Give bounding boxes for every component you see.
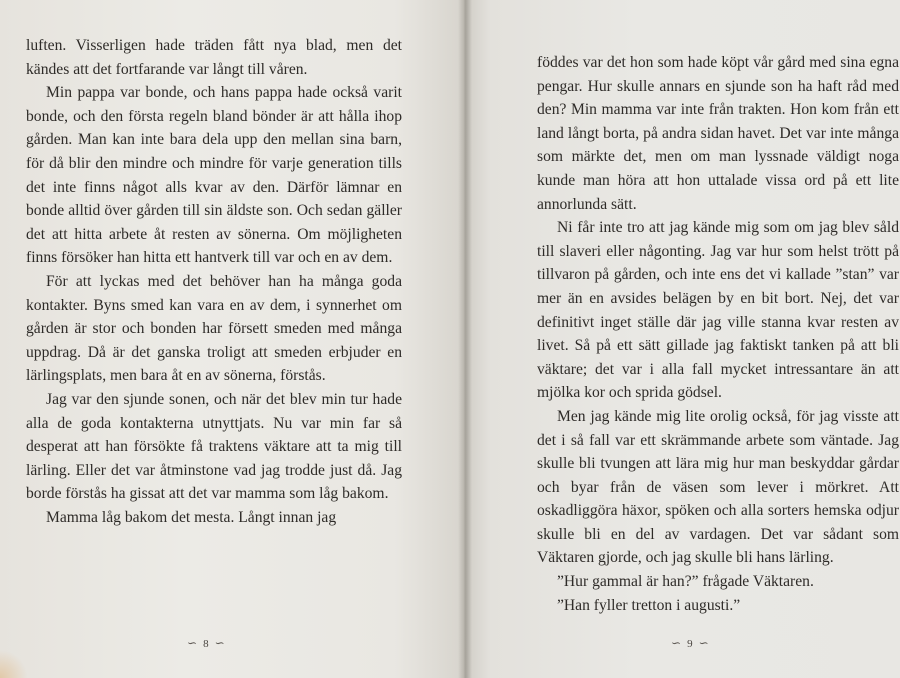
paragraph: föddes var det hon som hade köpt vår gård med sina egna pengar. Hur skulle annars en sjunde son ha haft råd med den? Min mamma var inte från trakten. Hon kom från ett land långt borta, på andra sidan havet. Det var inte många som märkte det, men om man lyssnade väldigt noga kunde man höra att hon uttalade vissa ord på ett lite annorlunda sätt.: [537, 54, 899, 213]
paragraph: Mamma låg bakom det mesta. Långt innan jag: [46, 508, 337, 526]
ornament-left-icon: ∽: [671, 636, 682, 650]
paragraph: ”Han fyller tretton i augusti.”: [557, 596, 741, 614]
paragraph: luften. Visserligen hade träden fått nya blad, men det kändes att det fortfarande var långt till våren.: [26, 37, 402, 78]
paragraph: Men jag kände mig lite orolig också, för jag visste att det i så fall var ett skrämmande arbete som väntade. Jag skulle bli tvungen att lära mig hur man beskyddar gårdar och byar från de väsen som lever i mörkret. Att oskadliggöra häxor, spöken och alla sorters hemska odjur skulle bli en del av vardagen. Det var sådant som Väktaren gjorde, och jag skulle bli hans lärling.: [537, 407, 899, 567]
page-stain: [0, 650, 28, 678]
ornament-left-icon: ∽: [187, 636, 198, 650]
paragraph: Jag var den sjunde sonen, och när det blev min tur hade alla de goda kontakterna utnyttjats. Nu var min far så desperat att han försökte få traktens väktare att ta mig till lärling. Eller det var åtminstone vad jag trodde just då. Jag borde förstås ha gissat att det var mamma som låg bakom.: [26, 390, 402, 503]
ornament-right-icon: ∽: [698, 636, 709, 650]
paragraph: Min pappa var bonde, och hans pappa hade också varit bonde, och den första regeln bland bönder är att hålla ihop gården. Man kan inte bara dela upp den mellan sina barn, för då blir den mindre och mindre för varje generation tills det inte finns något alls kvar av den. Därför lämnar en bonde alltid över gården till sin äldste son. Och sedan gäller det att hitta arbete åt resten av sönerna. Om möjligheten finns försöker han hitta ett hantverk till var och en av dem.: [26, 84, 402, 267]
paragraph: För att lyckas med det behöver han ha många goda kontakter. Byns smed kan vara en av dem, i synnerhet om gården är stor och bonden har försett smeden med många uppdrag. Då är det ganska troligt att smeden erbjuder en lärlingsplats, men bara åt en av sönerna, förstås.: [26, 272, 402, 385]
right-page: [464, 0, 900, 678]
paragraph: Ni får inte tro att jag kände mig som om jag blev såld till slaveri eller någonting. Jag var hur som helst trött på tillvaron på gården, och inte ens det vi kallade ”stan” var mer än en avsides belägen by en bit bort. Nej, det var definitivt inget ställe där jag ville stanna kvar resten av livet. Så på ett sätt gillade jag faktiskt tanken på att bli väktare; det var i alla fall mycket intressantare än att mjölka kor och sprida gödsel.: [537, 219, 899, 402]
page-number: [187, 636, 225, 651]
left-page-text: [26, 34, 402, 529]
book-gutter: [458, 0, 472, 678]
ornament-right-icon: ∽: [214, 636, 225, 650]
page-number: [671, 636, 709, 651]
right-page-text: [537, 51, 899, 617]
page-number-value: 9: [687, 637, 693, 650]
page-number-value: 8: [203, 637, 209, 650]
paragraph: ”Hur gammal är han?” frågade Väktaren.: [557, 573, 814, 591]
